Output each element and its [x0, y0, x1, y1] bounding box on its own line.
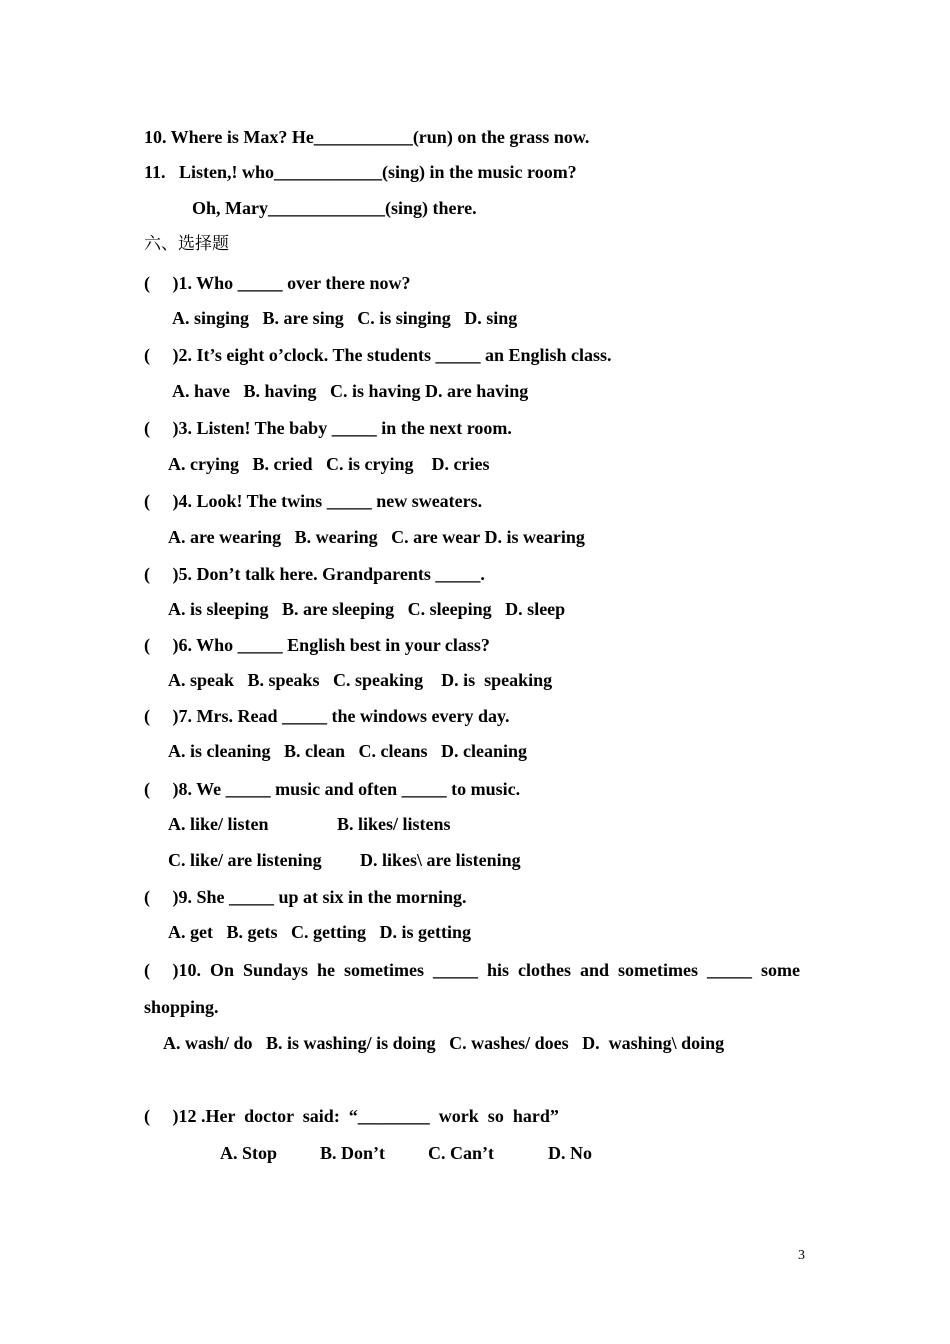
question-12-option-a: A. Stop	[220, 1143, 278, 1163]
section-heading: 六、选择题	[144, 234, 229, 254]
page-number: 3	[798, 1248, 805, 1263]
question-7-options: A. is cleaning B. clean C. cleans D. cleaning	[168, 741, 527, 761]
question-8-option-d: D. likes\ are listening	[360, 850, 521, 870]
question-2: ( )2. It’s eight o’clock. The students _____ an English class.	[144, 345, 612, 365]
question-12-option-d: D. No	[548, 1143, 592, 1163]
question-10-continued: shopping.	[144, 997, 219, 1017]
question-9: ( )9. She _____ up at six in the morning.	[144, 887, 467, 907]
fill-in-question-11-continued: Oh, Mary_____________(sing) there.	[192, 198, 477, 218]
question-1: ( )1. Who _____ over there now?	[144, 273, 411, 293]
question-10: ( )10. On Sundays he sometimes _____ his clothes and sometimes _____ some	[144, 960, 801, 980]
question-8-option-b: B. likes/ listens	[337, 814, 451, 834]
question-3-options: A. crying B. cried C. is crying D. cries	[168, 454, 490, 474]
question-1-options: A. singing B. are sing C. is singing D. sing	[172, 308, 518, 328]
question-10-options: A. wash/ do B. is washing/ is doing C. washes/ does D. washing\ doing	[163, 1033, 725, 1053]
question-8: ( )8. We _____ music and often _____ to music.	[144, 779, 521, 799]
question-8-option-c: C. like/ are listening	[168, 850, 322, 870]
question-3: ( )3. Listen! The baby _____ in the next room.	[144, 418, 512, 438]
fill-in-question-11: 11. Listen,! who____________(sing) in the music room?	[144, 162, 577, 182]
question-8-option-a: A. like/ listen	[168, 814, 269, 834]
question-4: ( )4. Look! The twins _____ new sweaters.	[144, 491, 483, 511]
fill-in-question-10: 10. Where is Max? He___________(run) on the grass now.	[144, 127, 590, 147]
question-6: ( )6. Who _____ English best in your class?	[144, 635, 490, 655]
question-12-option-c: C. Can’t	[428, 1143, 494, 1163]
question-9-options: A. get B. gets C. getting D. is getting	[168, 922, 471, 942]
question-5-options: A. is sleeping B. are sleeping C. sleeping D. sleep	[168, 599, 566, 619]
question-4-options: A. are wearing B. wearing C. are wear D. is wearing	[168, 527, 585, 547]
question-12: ( )12 .Her doctor said: “________ work so hard”	[144, 1106, 559, 1126]
question-12-option-b: B. Don’t	[320, 1143, 386, 1163]
question-2-options: A. have B. having C. is having D. are having	[172, 381, 529, 401]
question-5: ( )5. Don’t talk here. Grandparents _____.	[144, 564, 485, 584]
question-6-options: A. speak B. speaks C. speaking D. is speaking	[168, 670, 553, 690]
question-7: ( )7. Mrs. Read _____ the windows every day.	[144, 706, 510, 726]
